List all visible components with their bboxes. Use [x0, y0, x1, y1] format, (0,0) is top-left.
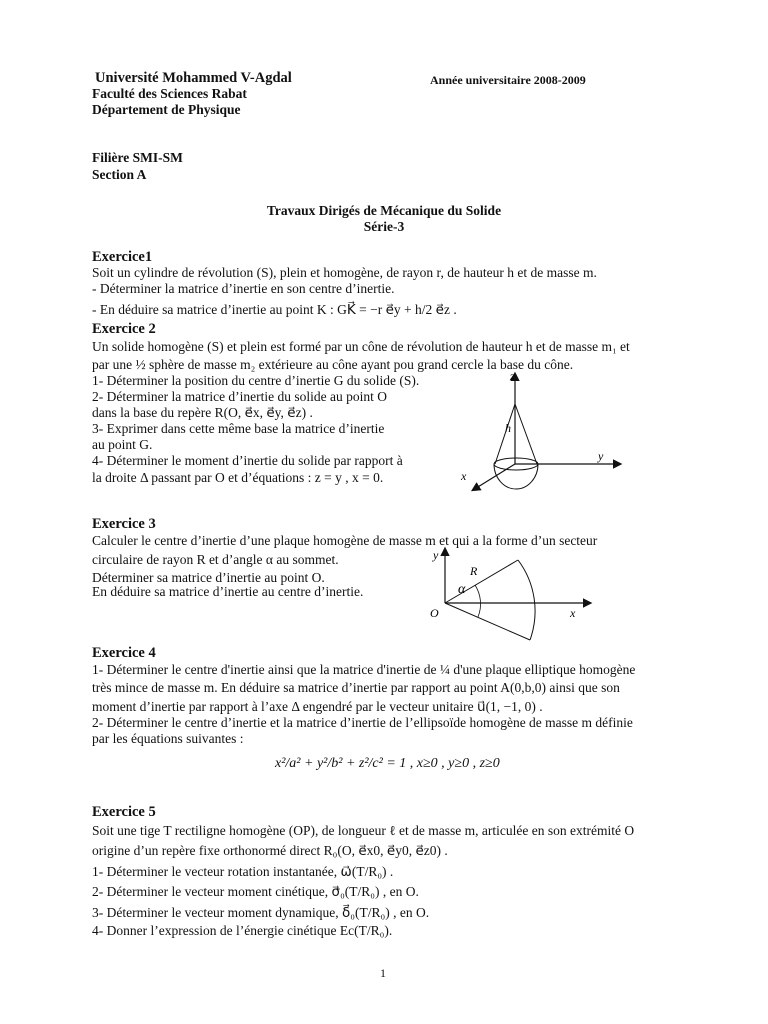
- exercise-1-line: - Déterminer la matrice d’inertie en son centre d’inertie.: [92, 281, 395, 296]
- y-axis-label: y: [598, 449, 604, 463]
- exercise-2-line: 2- Déterminer la matrice d’inertie du solide au point O: [92, 389, 388, 404]
- cone-hemisphere-figure: [455, 368, 625, 498]
- height-label: h: [505, 421, 511, 435]
- exercise-1-heading: Exercice1: [92, 249, 153, 265]
- x-axis-label: x: [570, 606, 576, 620]
- origin-label: O: [430, 606, 439, 620]
- angle-label: α: [458, 582, 466, 597]
- exercise-4-line: moment d’inertie par rapport à l’axe Δ engendré par le vecteur unitaire u⃗(1, −1, 0) .: [92, 699, 543, 714]
- academic-year: Année universitaire 2008-2009: [430, 73, 586, 87]
- section: Section A: [92, 167, 147, 182]
- exercise-5-line: origine d’un repère fixe orthonormé direct R₀(O, e⃗x0, e⃗y0, e⃗z0) .: [92, 843, 448, 858]
- exercise-4-line: 2- Déterminer le centre d’inertie et la matrice d’inertie de l’ellipsoïde homogène de masse m définie: [92, 715, 633, 730]
- x-axis-label: x: [461, 469, 467, 483]
- exercise-4-line: 1- Déterminer le centre d'inertie ainsi que la matrice d'inertie de ¼ d'une plaque elliptique homogène: [92, 662, 636, 677]
- filiere: Filière SMI-SM: [92, 150, 183, 165]
- exercise-4-line: très mince de masse m. En déduire sa matrice d’inertie par rapport au point A(0,b,0) ainsi que son: [92, 680, 620, 695]
- faculty-name: Faculté des Sciences Rabat: [92, 86, 247, 101]
- exercise-3-heading: Exercice 3: [92, 516, 156, 532]
- exercise-4-heading: Exercice 4: [92, 645, 156, 661]
- exercise-1-line: Soit un cylindre de révolution (S), plein et homogène, de rayon r, de hauteur h et de masse m.: [92, 265, 597, 280]
- y-axis-label: y: [433, 548, 439, 562]
- exercise-3-line: circulaire de rayon R et d’angle α au sommet.: [92, 552, 339, 567]
- exercise-2-line: au point G.: [92, 437, 153, 452]
- exercise-2-line: par une ½ sphère de masse m₂ extérieure au cône ayant pou grand cercle la base du cône.: [92, 357, 574, 372]
- exercise-5-heading: Exercice 5: [92, 804, 156, 820]
- exercise-2-line: 1- Déterminer la position du centre d’inertie G du solide (S).: [92, 373, 420, 388]
- exercise-4-line: par les équations suivantes :: [92, 731, 244, 746]
- exercise-5-line: Soit une tige T rectiligne homogène (OP), de longueur ℓ et de masse m, articulée en son extrémité O: [92, 823, 635, 838]
- exercise-3-line: Calculer le centre d’inertie d’une plaque homogène de masse m et qui a la forme d’un secteur: [92, 533, 598, 548]
- page-number: 1: [380, 966, 386, 980]
- circular-sector-figure: [420, 545, 600, 645]
- exercise-5-line: 2- Déterminer le vecteur moment cinétique, σ⃗₀(T/R₀) , en O.: [92, 884, 419, 899]
- exercise-5-line: 1- Déterminer le vecteur rotation instantanée, ω⃗(T/R₀) .: [92, 864, 394, 879]
- exercise-5-line: 4- Donner l’expression de l’énergie cinétique Ec(T/R₀).: [92, 923, 393, 938]
- z-axis-label: z: [510, 369, 515, 383]
- exercise-3-line: Déterminer sa matrice d’inertie au point O.: [92, 570, 325, 585]
- exercise-2-line: la droite Δ passant par O et d’équations : z = y , x = 0.: [92, 470, 384, 485]
- series-title: Série-3: [363, 219, 405, 234]
- department-name: Département de Physique: [92, 102, 241, 117]
- radius-label: R: [470, 564, 478, 578]
- exercise-2-line: dans la base du repère R(O, e⃗x, e⃗y, e⃗z) .: [92, 405, 313, 420]
- university-name: Université Mohammed V-Agdal: [95, 70, 292, 86]
- ellipsoid-equation: x²/a² + y²/b² + z²/c² = 1 , x≥0 , y≥0 , z≥0: [275, 756, 500, 771]
- exercise-1-line: - En déduire sa matrice d’inertie au point K : GK⃗ = −r e⃗y + h/2 e⃗z .: [92, 302, 457, 317]
- exercise-5-line: 3- Déterminer le vecteur moment dynamique, δ⃗₀(T/R₀) , en O.: [92, 905, 430, 920]
- exercise-2-heading: Exercice 2: [92, 321, 156, 337]
- exercise-2-line: 4- Déterminer le moment d’inertie du solide par rapport à: [92, 453, 403, 468]
- exercise-2-line: 3- Exprimer dans cette même base la matrice d’inertie: [92, 421, 385, 436]
- document-title: Travaux Dirigés de Mécanique du Solide: [266, 203, 502, 218]
- exercise-3-line: En déduire sa matrice d’inertie au centre d’inertie.: [92, 584, 364, 599]
- exercise-2-line: Un solide homogène (S) et plein est formé par un cône de révolution de hauteur h et de masse m₁ et: [92, 339, 630, 354]
